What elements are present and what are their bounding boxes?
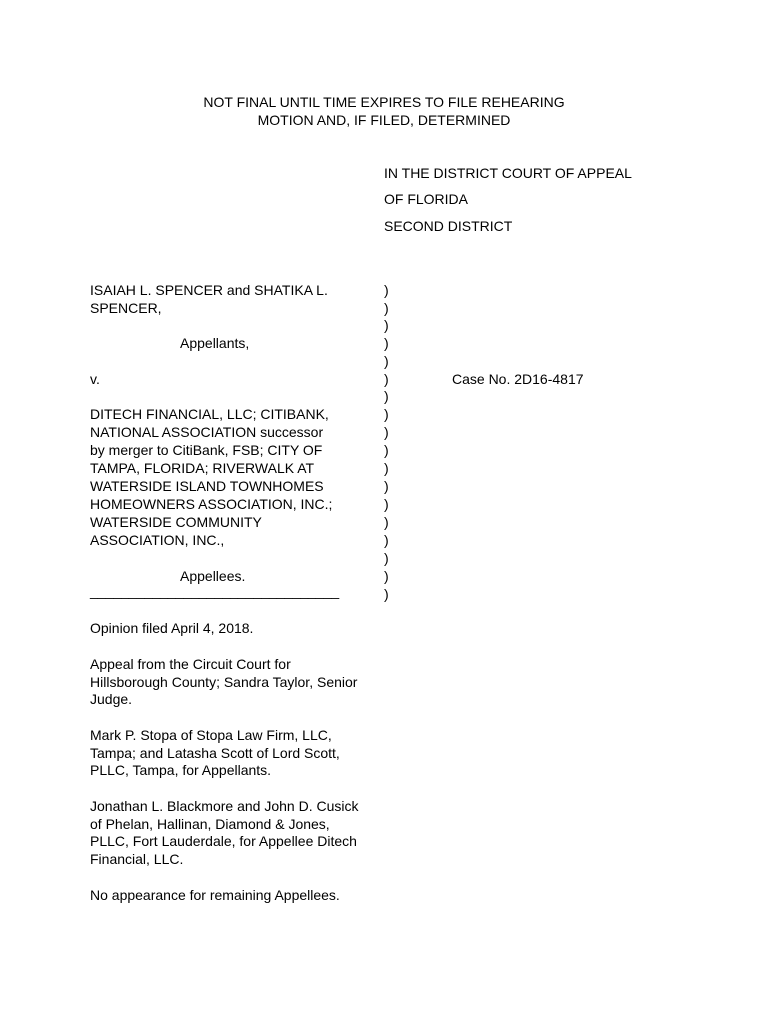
caption-paren: ) [384,424,389,440]
caption-paren: ) [384,586,389,602]
caption-paren: ) [384,568,389,584]
header-line-1: NOT FINAL UNTIL TIME EXPIRES TO FILE REHEARING [203,94,565,110]
appellees-line: TAMPA, FLORIDA; RIVERWALK AT [90,460,315,476]
caption-paren: ) [384,496,389,512]
caption-paren: ) [384,335,389,351]
court-line-1: IN THE DISTRICT COURT OF APPEAL [384,165,632,181]
appellees-line: by merger to CitiBank, FSB; CITY OF [90,442,323,458]
caption-rule: ________________________________ [90,583,340,599]
caption-paren: ) [384,460,389,476]
header-line-2: MOTION AND, IF FILED, DETERMINED [257,112,511,128]
appellees-line: WATERSIDE COMMUNITY [90,514,262,530]
court-line-3: SECOND DISTRICT [384,218,513,234]
caption-paren: ) [384,442,389,458]
appellants-names-line-1: ISAIAH L. SPENCER and SHATIKA L. [90,282,328,298]
caption-paren: ) [384,300,389,316]
appellees-role: Appellees. [180,568,246,584]
appellees-line: NATIONAL ASSOCIATION successor [90,424,324,440]
appellants-names-line-2: SPENCER, [90,300,162,316]
versus-label: v. [90,371,100,387]
case-number: Case No. 2D16-4817 [452,371,584,387]
caption-paren: ) [384,388,389,404]
appellants-role: Appellants, [180,335,250,351]
caption-paren: ) [384,282,389,298]
caption-paren: ) [384,550,389,566]
appellees-line: DITECH FINANCIAL, LLC; CITIBANK, [90,406,329,422]
caption-paren: ) [384,514,389,530]
caption-paren: ) [384,371,389,387]
caption-paren: ) [384,406,389,422]
caption-paren: ) [384,532,389,548]
caption-paren: ) [384,317,389,333]
court-line-2: OF FLORIDA [384,191,469,207]
appellees-line: WATERSIDE ISLAND TOWNHOMES [90,478,324,494]
no-appearance: No appearance for remaining Appellees. [90,887,340,903]
appellees-line: HOMEOWNERS ASSOCIATION, INC.; [90,496,333,512]
appeal-from: Appeal from the Circuit Court for Hillsborough County; Sandra Taylor, Senior Judge. [90,656,358,707]
appellees-line: ASSOCIATION, INC., [90,532,225,548]
caption-paren: ) [384,353,389,369]
counsel-appellants: Mark P. Stopa of Stopa Law Firm, LLC, Tampa; and Latasha Scott of Lord Scott, PLLC, Tampa, for Appellants. [90,727,340,778]
caption-paren: ) [384,478,389,494]
counsel-appellee: Jonathan L. Blackmore and John D. Cusick of Phelan, Hallinan, Diamond & Jones, PLLC, Fort Lauderdale, for Appellee Ditech Financial, LLC. [90,798,359,867]
opinion-filed: Opinion filed April 4, 2018. [90,620,254,636]
